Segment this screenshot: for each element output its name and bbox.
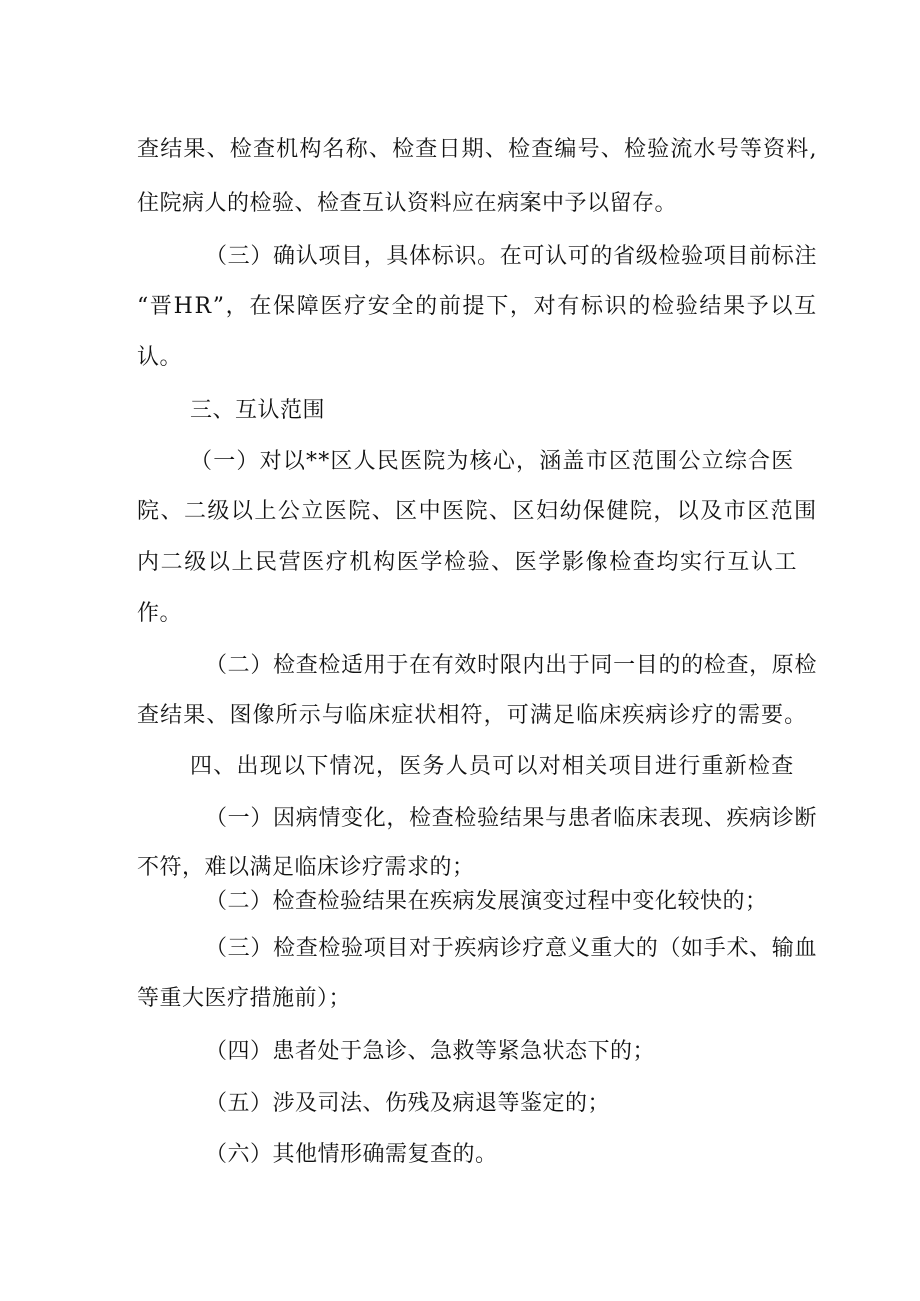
body-text-line: 院 、 二 级 以 上 公 立 医 院 、 区 中 医 院 、 区 妇 幼 保 健 院 ， 以 及 市 区 范 围 — [137, 499, 817, 524]
body-text-line: （二）检查检验结果在疾病发展演变过程中变化较快的； — [205, 889, 768, 914]
body-text-line: （ 三 ） 确 认 项 目 ， 具 体 标 识 。 在 可 认 可 的 省 级 检 验 项 目 前 标 注 — [205, 244, 817, 269]
body-text-line: （ 一 ） 对 以 * * 区 人 民 医 院 为 核 心 ， 涵 盖 市 区 范 围 公 立 综 合 医 — [190, 449, 794, 474]
body-text-line: “ 晋 H R ” ， 在 保 障 医 疗 安 全 的 前 提 下 ， 对 有 标 识 的 检 验 结 果 予 以 互 — [137, 294, 817, 319]
body-text-line: （ 二 ） 检 查 检 适 用 于 在 有 效 时 限 内 出 于 同 一 目 的 的 检 查 ， 原 检 — [205, 653, 817, 678]
body-text-line: 作。 — [137, 601, 183, 626]
body-text-line: 不符，难以满足临床诊疗需求的； — [137, 855, 475, 880]
body-text-line: （ 三 ） 检 查 检 验 项 目 对 于 疾 病 诊 疗 意 义 重 大 的 （ 如 手 术 、 输 血 — [205, 936, 817, 961]
section-heading: 三、互认范围 — [190, 398, 326, 423]
section-heading: 四 、 出 现 以 下 情 况 ， 医 务 人 员 可 以 对 相 关 项 目 进 行 重 新 检 查 — [190, 754, 794, 779]
body-text-line: （四）患者处于急诊、急救等紧急状态下的； — [205, 1039, 656, 1064]
body-text-line: 住院病人的检验、检查互认资料应在病案中予以留存。 — [137, 191, 678, 216]
body-text-line: （六）其他情形确需复查的。 — [205, 1142, 498, 1167]
body-text-line: 内 二 级 以 上 民 营 医 疗 机 构 医 学 检 验 、 医 学 影 像 检 查 均 实 行 互 认 工 — [137, 550, 797, 575]
body-text-line: 认。 — [137, 345, 183, 370]
body-text-line: （五）涉及司法、伤残及病退等鉴定的； — [205, 1091, 611, 1116]
body-text-line: 等重大医疗措施前）； — [137, 986, 352, 1011]
body-text-line: 查 结 果 、 图 像 所 示 与 临 床 症 状 相 符 ， 可 满 足 临 床 疾 病 诊 疗 的 需 要 。 — [137, 703, 807, 728]
body-text-line: （ 一 ） 因 病 情 变 化 ， 检 查 检 验 结 果 与 患 者 临 床 表 现 、 疾 病 诊 断 — [205, 806, 817, 831]
body-text-line: 查 结 果 、 检 查 机 构 名 称 、 检 查 日 期 、 检 查 编 号 、 检 验 流 水 号 等 资 料 , — [137, 137, 817, 162]
